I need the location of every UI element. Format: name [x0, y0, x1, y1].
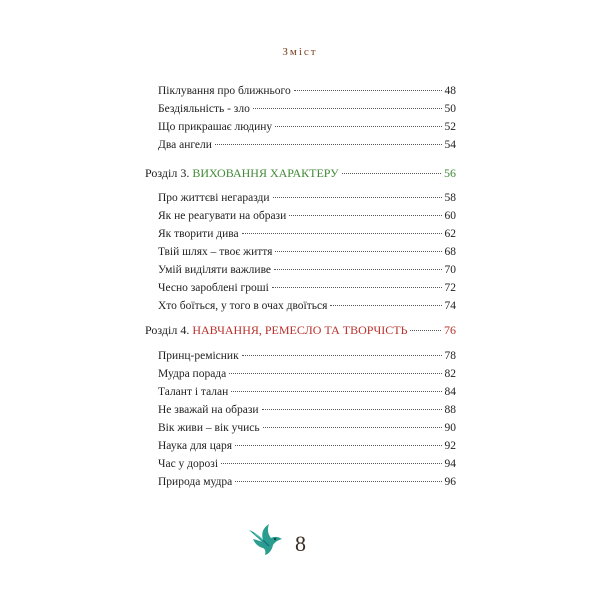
- dot-leader: [330, 305, 441, 306]
- toc-entry-page: 90: [444, 422, 456, 434]
- dot-leader: [275, 251, 441, 252]
- toc-entry-title: Два ангели: [158, 139, 212, 151]
- toc-entry[interactable]: [158, 209, 456, 223]
- toc-entry[interactable]: [158, 84, 456, 98]
- dot-leader: [235, 445, 441, 446]
- toc-entry[interactable]: [158, 367, 456, 381]
- toc-entry[interactable]: [158, 102, 456, 116]
- dot-leader: [262, 409, 442, 410]
- toc-entry-page: 92: [444, 440, 456, 452]
- section-prefix: Розділ 3.: [145, 166, 190, 180]
- dot-leader: [342, 173, 441, 174]
- toc-entry-page: 94: [444, 458, 456, 470]
- toc-entry-title: Умій виділяти важливе: [158, 264, 272, 276]
- toc-entry-page: 70: [444, 264, 456, 276]
- toc-entry-page: 74: [444, 300, 456, 312]
- section-heading-4[interactable]: [145, 323, 456, 338]
- dot-leader: [242, 233, 442, 234]
- toc-entry-title: Твій шлях – твоє життя: [158, 246, 273, 258]
- toc-entry-page: 72: [444, 282, 456, 294]
- dot-leader: [294, 90, 442, 91]
- dot-leader: [289, 215, 441, 216]
- toc-entry[interactable]: [158, 457, 456, 471]
- toc-entry-title: Час у дорозі: [158, 458, 219, 470]
- section-page: 76: [444, 323, 456, 337]
- toc-entry-page: 88: [444, 404, 456, 416]
- dot-leader: [273, 197, 442, 198]
- toc-entry[interactable]: [158, 120, 456, 134]
- toc-entry-title: Як не реагувати на образи: [158, 210, 287, 222]
- dot-leader: [410, 330, 441, 331]
- toc-entry[interactable]: [158, 299, 456, 313]
- toc-entry[interactable]: [158, 349, 456, 363]
- dot-leader: [221, 463, 441, 464]
- dot-leader: [272, 287, 442, 288]
- dot-leader: [242, 355, 442, 356]
- toc-entry-title: Хто боїться, у того в очах двоїться: [158, 300, 328, 312]
- toc-entry-page: 54: [444, 139, 456, 151]
- toc-entry-title: Принц-ремісник: [158, 350, 239, 362]
- bird-icon: [245, 520, 285, 560]
- toc-entry[interactable]: [158, 281, 456, 295]
- toc-entry-page: 58: [444, 192, 456, 204]
- toc-entry-page: 52: [444, 121, 456, 133]
- toc-entry-title: Не зважай на образи: [158, 404, 259, 416]
- toc-entry-page: 82: [444, 368, 456, 380]
- toc-entry-title: Як творити дива: [158, 228, 239, 240]
- toc-entry-title: Наука для царя: [158, 440, 233, 452]
- section-prefix: Розділ 4.: [145, 323, 190, 337]
- toc-entry-page: 62: [444, 228, 456, 240]
- toc-entry-title: Чесно зароблені гроші: [158, 282, 269, 294]
- toc-entry[interactable]: [158, 421, 456, 435]
- toc-entry-page: 50: [444, 103, 456, 115]
- toc-entry-title: Що прикрашає людину: [158, 121, 273, 133]
- section-heading-3[interactable]: [145, 166, 456, 181]
- section-title: НАВЧАННЯ, РЕМЕСЛО ТА ТВОРЧІСТЬ: [192, 323, 408, 337]
- toc-entry[interactable]: [158, 138, 456, 152]
- toc-entry[interactable]: [158, 245, 456, 259]
- toc-entry-page: 96: [444, 476, 456, 488]
- toc-entry-title: Мудра порада: [158, 368, 227, 380]
- section-title: ВИХОВАННЯ ХАРАКТЕРУ: [192, 166, 339, 180]
- toc-entry-title: Природа мудра: [158, 476, 233, 488]
- toc-entry[interactable]: [158, 439, 456, 453]
- toc-entry[interactable]: [158, 403, 456, 417]
- toc-entry-title: Талант і талан: [158, 386, 229, 398]
- dot-leader: [263, 427, 442, 428]
- toc-entry-page: 84: [444, 386, 456, 398]
- page-number: 8: [295, 531, 306, 556]
- section-page: 56: [444, 166, 456, 180]
- toc-entry[interactable]: [158, 227, 456, 241]
- dot-leader: [274, 269, 441, 270]
- toc-entry-title: Вік живи – вік учись: [158, 422, 260, 434]
- toc-entry[interactable]: [158, 385, 456, 399]
- toc-entry-page: 78: [444, 350, 456, 362]
- dot-leader: [231, 391, 441, 392]
- toc-entry-title: Бездіяльність - зло: [158, 103, 250, 115]
- dot-leader: [215, 144, 442, 145]
- toc-entry[interactable]: [158, 263, 456, 277]
- toc-entry-page: 68: [444, 246, 456, 258]
- dot-leader: [275, 126, 441, 127]
- toc-entry-title: Про життєві негаразди: [158, 192, 270, 204]
- toc-entry-page: 60: [444, 210, 456, 222]
- toc-entry-title: Піклування про ближнього: [158, 85, 291, 97]
- dot-leader: [229, 373, 441, 374]
- dot-leader: [235, 481, 441, 482]
- toc-entry-page: 48: [444, 85, 456, 97]
- toc-entry[interactable]: [158, 475, 456, 489]
- contents-heading: Зміст: [282, 46, 318, 58]
- toc-entry[interactable]: [158, 191, 456, 205]
- dot-leader: [253, 108, 442, 109]
